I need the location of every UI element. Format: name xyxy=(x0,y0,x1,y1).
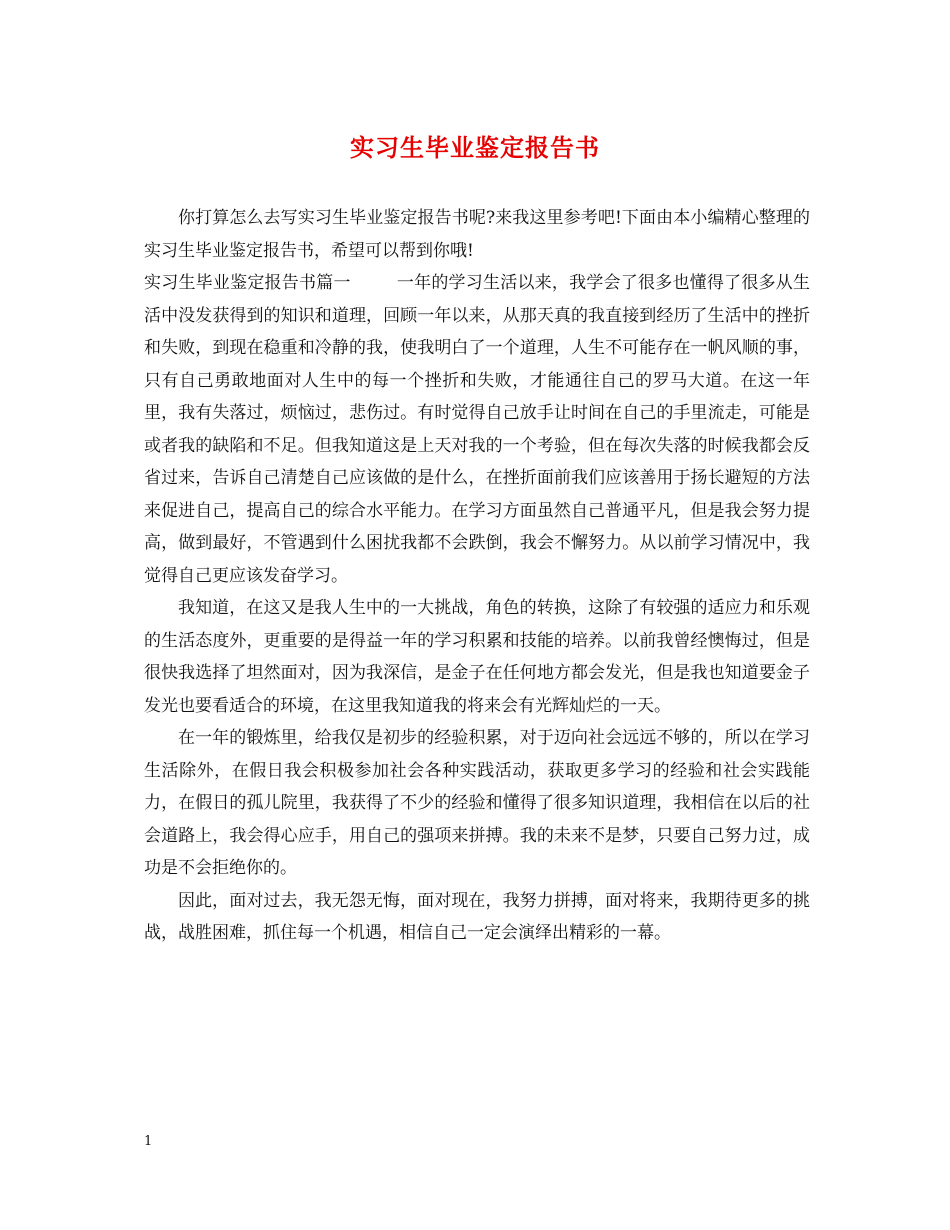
document-body xyxy=(144,202,810,950)
section-heading: 实习生毕业鉴定报告书篇一 xyxy=(144,273,351,293)
page-number: 1 xyxy=(144,1134,153,1149)
body-paragraph: 我知道，在这又是我人生中的一大挑战，角色的转换，这除了有较强的适应力和乐观的生活态度外，更重要的是得益一年的学习积累和技能的培养。以前我曾经懊悔过，但是很快我选择了坦然面对，因为我深信，是金子在任何地方都会发光，但是我也知道要金子发光也要看适合的环境，在这里我知道我的将来会有光辉灿烂的一天。 xyxy=(144,598,810,716)
body-paragraph: 在一年的锻炼里，给我仅是初步的经验积累，对于迈向社会远远不够的，所以在学习生活除外，在假日我会积极参加社会各种实践活动，获取更多学习的经验和社会实践能力，在假日的孤儿院里，我获得了不少的经验和懂得了很多知识道理，我相信在以后的社会道路上，我会得心应手，用自己的强项来拼搏。我的未来不是梦，只要自己努力过，成功是不会拒绝你的。 xyxy=(144,728,810,878)
section-first-paragraph: 一年的学习生活以来，我学会了很多也懂得了很多从生活中没发获得到的知识和道理，回顾一年以来，从那天真的我直接到经历了生活中的挫折和失败，到现在稳重和冷静的我，使我明白了一个道理，人生不可能存在一帆风顺的事，只有自己勇敢地面对人生中的每一个挫折和失败，才能通往自己的罗马大道。在这一年里，我有失落过，烦恼过，悲伤过。有时觉得自己放手让时间在自己的手里流走，可能是或者我的缺陷和不足。但我知道这是上天对我的一个考验，但在每次失落的时候我都会反省过来，告诉自己清楚自己应该做的是什么，在挫折面前我们应该善用于扬长避短的方法来促进自己，提高自己的综合水平能力。在学习方面虽然自己普通平凡，但是我会努力提高，做到最好，不管遇到什么困扰我都不会跌倒，我会不懈努力。从以前学习情况中，我觉得自己更应该发奋学习。 xyxy=(144,273,811,586)
body-paragraph: 因此，面对过去，我无怨无悔，面对现在，我努力拼搏，面对将来，我期待更多的挑战，战胜困难，抓住每一个机遇，相信自己一定会演绎出精彩的一幕。 xyxy=(144,890,810,943)
intro-paragraph: 你打算怎么去写实习生毕业鉴定报告书呢?来我这里参考吧!下面由本小编精心整理的实习生毕业鉴定报告书，希望可以帮到你哦! xyxy=(144,208,810,261)
document-title: 实习生毕业鉴定报告书 xyxy=(350,133,600,162)
section-paragraph xyxy=(144,267,810,592)
